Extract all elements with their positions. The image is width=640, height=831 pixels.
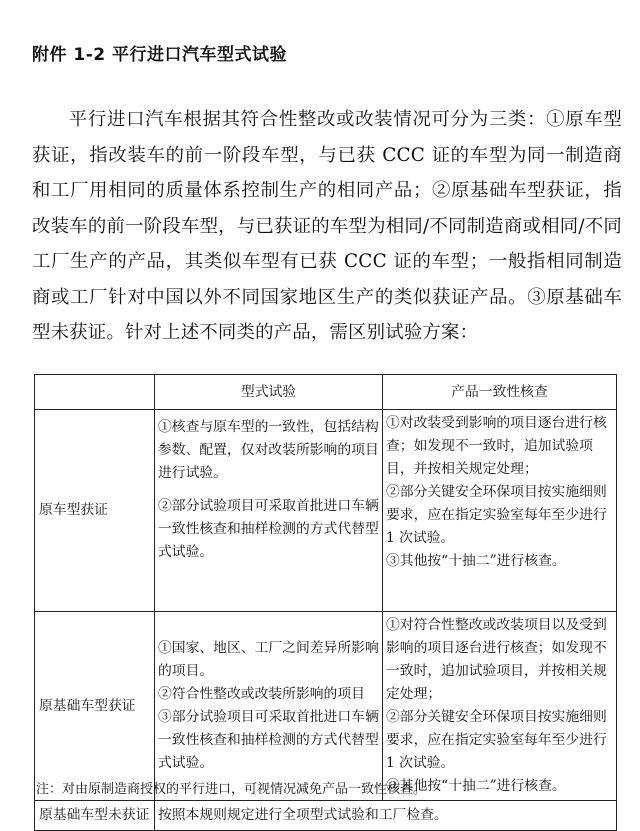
conformity-item: ②部分关键安全环保项目按实施细则要求，应在指定实验室每年至少进行 1 次试验。 [386,484,607,546]
row-category: 原基础车型获证 [35,612,155,801]
conformity-item: ②部分关键安全环保项目按实施细则要求，应在指定实验室每年至少进行 1 次试验。 [386,709,607,771]
document-title: 附件 1-2 平行进口汽车型式试验 [32,45,288,65]
type-test-item: ③部分试验项目可采取首批进口车辆一致性核查和抽样检测的方式代替型式试验。 [158,709,379,771]
header-category [35,375,155,410]
type-test-item: ②符合性整改或改装所影响的项目 [158,686,365,702]
type-test-cell [155,612,383,801]
conformity-item: ①对改装受到影响的项目逐台进行核查；如发现不一致时，追加试验项目，并按相关规定处理； [386,415,607,477]
type-test-item: ①核查与原车型的一致性，包括结构参数、配置，仅对改装所影响的项目进行试验。 [158,419,379,481]
type-test-cell [155,410,383,612]
table-row [35,612,617,801]
table-row [35,410,617,612]
intro-text: 平行进口汽车根据其符合性整改或改装情况可分为三类：①原车型获证，指改装车的前一阶段车型，与已获 CCC 证的车型为同一制造商和工厂用相同的质量体系控制生产的相同产品；②原基础车型获证，指改装车的前一阶段车型，与已获证的车型为相同/不同制造商或相同/不同工厂生产的产品，其类似车型有已获 CCC 证的车型；一般指相同制造商或工厂针对中国以外不同国家地区生产的类似获证产品。③原基础车型未获证。针对上述不同类的产品，需区别试验方案： [32,109,622,343]
test-plan-table [34,374,617,831]
table-header-row [35,375,617,410]
header-type-test: 型式试验 [155,375,383,410]
intro-paragraph [32,102,622,351]
conformity-item: ①对符合性整改或改装项目以及受到影响的项目逐台进行核查；如发现不一致时，追加试验项目，并按相关规定处理； [386,617,607,702]
footnote: 注：对由原制造商授权的平行进口，可视情况减免产品一致性核查。 [36,782,427,797]
row-category: 原基础车型未获证 [35,801,155,831]
conformity-item: ③其他按“十抽二”进行核查。 [386,778,566,794]
conformity-cell [383,612,617,801]
header-conformity: 产品一致性核查 [383,375,617,410]
table-row [35,801,617,831]
conformity-cell [383,410,617,612]
type-test-item: ①国家、地区、工厂之间差异所影响的项目。 [158,640,379,679]
type-test-item: ②部分试验项目可采取首批进口车辆一致性核查和抽样检测的方式代替型式试验。 [158,498,379,560]
row-category: 原车型获证 [35,410,155,612]
merged-cell: 按照本规则规定进行全项型式试验和工厂检查。 [155,801,617,831]
conformity-item: ③其他按“十抽二”进行核查。 [386,553,566,569]
